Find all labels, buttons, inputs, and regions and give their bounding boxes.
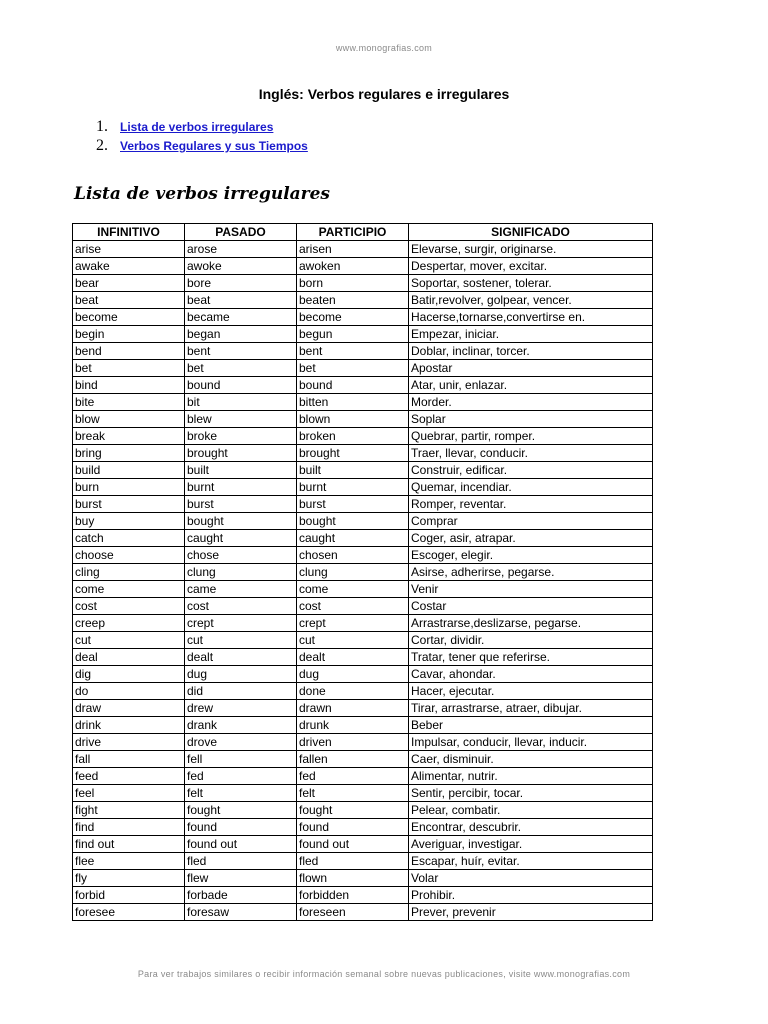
cell-participio: caught	[297, 530, 409, 547]
cell-infinitivo: find	[73, 819, 185, 836]
toc-link-regular-verbs[interactable]: Verbos Regulares y sus Tiempos	[120, 139, 308, 153]
column-header-significado: SIGNIFICADO	[409, 224, 653, 241]
cell-pasado: cost	[185, 598, 297, 615]
table-row	[73, 819, 653, 836]
cell-significado: Volar	[409, 870, 653, 887]
cell-participio: beaten	[297, 292, 409, 309]
cell-participio: bent	[297, 343, 409, 360]
cell-pasado: flew	[185, 870, 297, 887]
table-row	[73, 428, 653, 445]
toc-item	[96, 118, 308, 137]
cell-pasado: burnt	[185, 479, 297, 496]
table-row	[73, 853, 653, 870]
cell-significado: Construir, edificar.	[409, 462, 653, 479]
table-row	[73, 309, 653, 326]
column-header-pasado: PASADO	[185, 224, 297, 241]
table-row	[73, 411, 653, 428]
cell-pasado: fled	[185, 853, 297, 870]
toc-number: 1.	[96, 118, 108, 135]
cell-significado: Doblar, inclinar, torcer.	[409, 343, 653, 360]
cell-pasado: felt	[185, 785, 297, 802]
cell-pasado: became	[185, 309, 297, 326]
table-row	[73, 530, 653, 547]
cell-pasado: chose	[185, 547, 297, 564]
site-footer: Para ver trabajos similares o recibir información semanal sobre nuevas publicaciones, visite www.monografias.com	[137, 969, 631, 979]
cell-participio: driven	[297, 734, 409, 751]
cell-significado: Hacerse,tornarse,convertirse en.	[409, 309, 653, 326]
table-row	[73, 479, 653, 496]
cell-infinitivo: find out	[73, 836, 185, 853]
site-header: www.monografias.com	[335, 43, 433, 53]
cell-pasado: bought	[185, 513, 297, 530]
cell-pasado: forbade	[185, 887, 297, 904]
table-row	[73, 581, 653, 598]
table-row	[73, 870, 653, 887]
cell-infinitivo: choose	[73, 547, 185, 564]
cell-participio: cost	[297, 598, 409, 615]
cell-pasado: burst	[185, 496, 297, 513]
cell-pasado: foresaw	[185, 904, 297, 921]
cell-participio: found	[297, 819, 409, 836]
cell-infinitivo: flee	[73, 853, 185, 870]
cell-pasado: fed	[185, 768, 297, 785]
cell-significado: Prever, prevenir	[409, 904, 653, 921]
table-row	[73, 751, 653, 768]
cell-infinitivo: awake	[73, 258, 185, 275]
cell-significado: Elevarse, surgir, originarse.	[409, 241, 653, 258]
table-row	[73, 649, 653, 666]
table-row	[73, 887, 653, 904]
cell-pasado: arose	[185, 241, 297, 258]
cell-pasado: beat	[185, 292, 297, 309]
cell-pasado: found	[185, 819, 297, 836]
cell-participio: blown	[297, 411, 409, 428]
cell-significado: Venir	[409, 581, 653, 598]
cell-infinitivo: draw	[73, 700, 185, 717]
cell-infinitivo: buy	[73, 513, 185, 530]
cell-infinitivo: arise	[73, 241, 185, 258]
cell-significado: Despertar, mover, excitar.	[409, 258, 653, 275]
cell-significado: Averiguar, investigar.	[409, 836, 653, 853]
cell-participio: crept	[297, 615, 409, 632]
table-row	[73, 666, 653, 683]
toc-link-irregular-verbs[interactable]: Lista de verbos irregulares	[120, 120, 274, 134]
cell-significado: Prohibir.	[409, 887, 653, 904]
cell-significado: Comprar	[409, 513, 653, 530]
cell-infinitivo: drink	[73, 717, 185, 734]
cell-pasado: drank	[185, 717, 297, 734]
cell-significado: Tirar, arrastrarse, atraer, dibujar.	[409, 700, 653, 717]
table-row	[73, 564, 653, 581]
cell-infinitivo: bring	[73, 445, 185, 462]
cell-significado: Caer, disminuir.	[409, 751, 653, 768]
cell-infinitivo: beat	[73, 292, 185, 309]
cell-participio: arisen	[297, 241, 409, 258]
cell-pasado: blew	[185, 411, 297, 428]
cell-significado: Cortar, dividir.	[409, 632, 653, 649]
cell-infinitivo: bite	[73, 394, 185, 411]
cell-infinitivo: catch	[73, 530, 185, 547]
cell-significado: Traer, llevar, conducir.	[409, 445, 653, 462]
cell-participio: born	[297, 275, 409, 292]
table-row	[73, 785, 653, 802]
cell-pasado: did	[185, 683, 297, 700]
cell-significado: Quemar, incendiar.	[409, 479, 653, 496]
document-title: Inglés: Verbos regulares e irregulares	[258, 86, 510, 102]
cell-significado: Romper, reventar.	[409, 496, 653, 513]
cell-participio: flown	[297, 870, 409, 887]
cell-participio: bet	[297, 360, 409, 377]
cell-pasado: drew	[185, 700, 297, 717]
cell-participio: chosen	[297, 547, 409, 564]
cell-significado: Pelear, combatir.	[409, 802, 653, 819]
cell-infinitivo: burst	[73, 496, 185, 513]
cell-participio: burst	[297, 496, 409, 513]
cell-participio: dug	[297, 666, 409, 683]
cell-significado: Atar, unir, enlazar.	[409, 377, 653, 394]
cell-pasado: dealt	[185, 649, 297, 666]
cell-participio: awoken	[297, 258, 409, 275]
cell-pasado: bound	[185, 377, 297, 394]
cell-significado: Tratar, tener que referirse.	[409, 649, 653, 666]
cell-infinitivo: deal	[73, 649, 185, 666]
table-row	[73, 836, 653, 853]
cell-pasado: drove	[185, 734, 297, 751]
cell-participio: fed	[297, 768, 409, 785]
cell-infinitivo: bind	[73, 377, 185, 394]
cell-participio: bound	[297, 377, 409, 394]
cell-infinitivo: creep	[73, 615, 185, 632]
cell-participio: done	[297, 683, 409, 700]
table-row	[73, 700, 653, 717]
cell-significado: Coger, asir, atrapar.	[409, 530, 653, 547]
table-row	[73, 547, 653, 564]
column-header-participio: PARTICIPIO	[297, 224, 409, 241]
cell-pasado: brought	[185, 445, 297, 462]
table-row	[73, 513, 653, 530]
cell-participio: dealt	[297, 649, 409, 666]
cell-infinitivo: feed	[73, 768, 185, 785]
cell-significado: Batir,revolver, golpear, vencer.	[409, 292, 653, 309]
table-row	[73, 632, 653, 649]
cell-participio: built	[297, 462, 409, 479]
cell-infinitivo: break	[73, 428, 185, 445]
cell-infinitivo: build	[73, 462, 185, 479]
cell-pasado: bore	[185, 275, 297, 292]
table-row	[73, 445, 653, 462]
table-row	[73, 462, 653, 479]
cell-infinitivo: do	[73, 683, 185, 700]
cell-pasado: dug	[185, 666, 297, 683]
cell-significado: Morder.	[409, 394, 653, 411]
cell-infinitivo: forbid	[73, 887, 185, 904]
cell-infinitivo: burn	[73, 479, 185, 496]
cell-pasado: bet	[185, 360, 297, 377]
table-header-row	[73, 224, 653, 241]
cell-pasado: cut	[185, 632, 297, 649]
cell-infinitivo: bear	[73, 275, 185, 292]
cell-pasado: found out	[185, 836, 297, 853]
cell-pasado: awoke	[185, 258, 297, 275]
cell-participio: burnt	[297, 479, 409, 496]
verbs-table	[72, 223, 653, 921]
table-row	[73, 258, 653, 275]
cell-pasado: caught	[185, 530, 297, 547]
cell-significado: Sentir, percibir, tocar.	[409, 785, 653, 802]
table-row	[73, 717, 653, 734]
cell-infinitivo: feel	[73, 785, 185, 802]
toc-item	[96, 137, 308, 156]
table-row	[73, 394, 653, 411]
cell-pasado: broke	[185, 428, 297, 445]
cell-significado: Costar	[409, 598, 653, 615]
section-heading: Lista de verbos irregulares	[74, 184, 331, 204]
cell-significado: Alimentar, nutrir.	[409, 768, 653, 785]
cell-participio: fallen	[297, 751, 409, 768]
cell-pasado: began	[185, 326, 297, 343]
cell-significado: Empezar, iniciar.	[409, 326, 653, 343]
table-row	[73, 343, 653, 360]
cell-infinitivo: foresee	[73, 904, 185, 921]
cell-participio: become	[297, 309, 409, 326]
table-row	[73, 904, 653, 921]
cell-infinitivo: come	[73, 581, 185, 598]
cell-infinitivo: fall	[73, 751, 185, 768]
cell-significado: Quebrar, partir, romper.	[409, 428, 653, 445]
cell-participio: fled	[297, 853, 409, 870]
cell-significado: Asirse, adherirse, pegarse.	[409, 564, 653, 581]
table-row	[73, 734, 653, 751]
cell-pasado: bit	[185, 394, 297, 411]
cell-participio: fought	[297, 802, 409, 819]
table-row	[73, 496, 653, 513]
cell-pasado: bent	[185, 343, 297, 360]
cell-significado: Hacer, ejecutar.	[409, 683, 653, 700]
cell-pasado: built	[185, 462, 297, 479]
cell-participio: foreseen	[297, 904, 409, 921]
toc-number: 2.	[96, 137, 108, 154]
cell-significado: Cavar, ahondar.	[409, 666, 653, 683]
cell-significado: Soportar, sostener, tolerar.	[409, 275, 653, 292]
table-row	[73, 768, 653, 785]
cell-significado: Soplar	[409, 411, 653, 428]
table-of-contents	[96, 118, 308, 156]
cell-participio: drawn	[297, 700, 409, 717]
cell-infinitivo: fight	[73, 802, 185, 819]
cell-participio: drunk	[297, 717, 409, 734]
table-row	[73, 275, 653, 292]
cell-pasado: clung	[185, 564, 297, 581]
table-row	[73, 241, 653, 258]
cell-infinitivo: drive	[73, 734, 185, 751]
cell-participio: come	[297, 581, 409, 598]
table-row	[73, 615, 653, 632]
cell-infinitivo: blow	[73, 411, 185, 428]
cell-significado: Apostar	[409, 360, 653, 377]
cell-infinitivo: cost	[73, 598, 185, 615]
cell-participio: brought	[297, 445, 409, 462]
cell-infinitivo: bend	[73, 343, 185, 360]
cell-significado: Beber	[409, 717, 653, 734]
cell-participio: bought	[297, 513, 409, 530]
cell-infinitivo: cling	[73, 564, 185, 581]
table-row	[73, 360, 653, 377]
table-row	[73, 598, 653, 615]
cell-participio: broken	[297, 428, 409, 445]
cell-participio: found out	[297, 836, 409, 853]
cell-participio: bitten	[297, 394, 409, 411]
cell-participio: clung	[297, 564, 409, 581]
cell-pasado: fought	[185, 802, 297, 819]
cell-participio: felt	[297, 785, 409, 802]
cell-participio: cut	[297, 632, 409, 649]
cell-significado: Impulsar, conducir, llevar, inducir.	[409, 734, 653, 751]
cell-infinitivo: become	[73, 309, 185, 326]
cell-participio: begun	[297, 326, 409, 343]
cell-infinitivo: cut	[73, 632, 185, 649]
column-header-infinitivo: INFINITIVO	[73, 224, 185, 241]
cell-significado: Escoger, elegir.	[409, 547, 653, 564]
cell-pasado: fell	[185, 751, 297, 768]
cell-infinitivo: fly	[73, 870, 185, 887]
table-row	[73, 292, 653, 309]
cell-significado: Arrastrarse,deslizarse, pegarse.	[409, 615, 653, 632]
cell-pasado: crept	[185, 615, 297, 632]
cell-infinitivo: bet	[73, 360, 185, 377]
table-row	[73, 377, 653, 394]
cell-infinitivo: begin	[73, 326, 185, 343]
table-row	[73, 326, 653, 343]
cell-infinitivo: dig	[73, 666, 185, 683]
cell-significado: Encontrar, descubrir.	[409, 819, 653, 836]
table-row	[73, 683, 653, 700]
cell-significado: Escapar, huír, evitar.	[409, 853, 653, 870]
cell-pasado: came	[185, 581, 297, 598]
cell-participio: forbidden	[297, 887, 409, 904]
table-row	[73, 802, 653, 819]
